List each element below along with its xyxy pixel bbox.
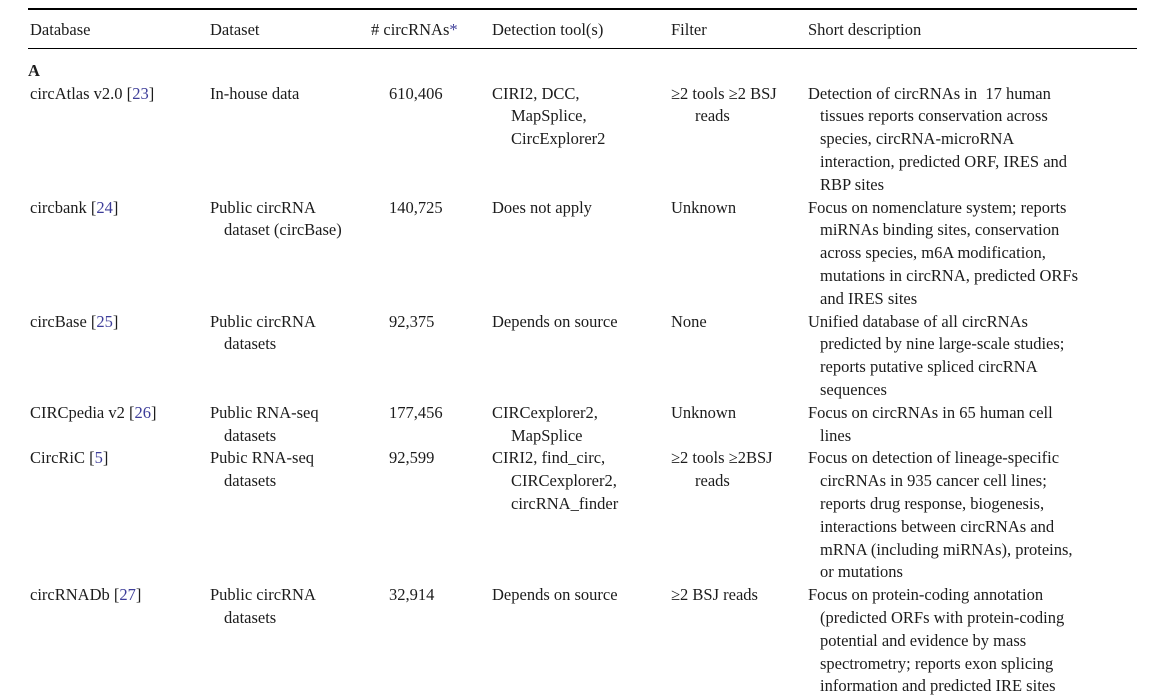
cell-detection-tools xyxy=(492,311,671,402)
cell-line: Depends on source xyxy=(492,585,618,605)
cell-line: circRNA_finder xyxy=(511,493,619,513)
cell-line: RBP sites xyxy=(820,174,885,194)
circrna-count-value: 32,914 xyxy=(389,585,435,605)
cell-dataset xyxy=(210,447,371,584)
cell-dataset xyxy=(210,83,371,197)
citation-link[interactable]: 5 xyxy=(94,448,103,468)
cell-line: mutations in circRNA, predicted ORFs xyxy=(820,265,1079,285)
cell-line: Public circRNA xyxy=(210,197,316,217)
cell-filter xyxy=(671,311,808,402)
circrna-count-value: 177,456 xyxy=(389,402,443,422)
cell-line: Pubic RNA-seq xyxy=(210,448,315,468)
cell-filter xyxy=(671,584,808,697)
cell-detection-tools xyxy=(492,197,671,311)
section-header-a: A xyxy=(28,60,40,80)
citation-bracket: ] xyxy=(151,402,157,422)
cell-circrna-count xyxy=(371,402,492,448)
cell-short-description xyxy=(808,584,1135,697)
cell-filter xyxy=(671,83,808,197)
cell-line: (predicted ORFs with protein-coding xyxy=(820,607,1065,627)
column-header-dataset xyxy=(210,19,371,42)
cell-line: ≥2 tools ≥2BSJ xyxy=(671,448,773,468)
cell-line: Public circRNA xyxy=(210,585,316,605)
cell-line: datasets xyxy=(224,425,277,445)
column-header-circrna-count xyxy=(371,19,492,42)
database-name-text: CIRCpedia v2 [ xyxy=(30,402,135,422)
column-header-label: Dataset xyxy=(210,20,260,39)
cell-line: predicted by nine large-scale studies; xyxy=(820,334,1065,354)
cell-line: Unified database of all circRNAs xyxy=(808,311,1028,331)
cell-dataset xyxy=(210,584,371,697)
cell-line: dataset (circBase) xyxy=(224,220,342,240)
cell-line: In-house data xyxy=(210,83,300,103)
cell-line: datasets xyxy=(224,471,277,491)
cell-circrna-count xyxy=(371,197,492,311)
cell-dataset xyxy=(210,311,371,402)
cell-line: datasets xyxy=(224,334,277,354)
column-header-detection-tools xyxy=(492,19,671,42)
circrna-count-value: 92,375 xyxy=(389,311,435,331)
cell-short-description xyxy=(808,83,1135,197)
cell-filter xyxy=(671,447,808,584)
cell-line: across species, m6A modification, xyxy=(820,243,1046,263)
database-name-text: CircRiC [ xyxy=(30,448,95,468)
table-row xyxy=(28,311,1137,402)
cell-line: ≥2 tools ≥2 BSJ xyxy=(671,83,777,103)
cell-line: lines xyxy=(820,425,852,445)
cell-circrna-count xyxy=(371,83,492,197)
cell-detection-tools xyxy=(492,402,671,448)
cell-circrna-count xyxy=(371,447,492,584)
citation-link[interactable]: 27 xyxy=(119,585,136,605)
database-name-text: circAtlas v2.0 [ xyxy=(30,83,133,103)
cell-line: Focus on circRNAs in 65 human cell xyxy=(808,402,1053,422)
cell-line: CIRI2, DCC, xyxy=(492,83,580,103)
cell-detection-tools xyxy=(492,584,671,697)
cell-line: circRNAs in 935 cancer cell lines; xyxy=(820,471,1047,491)
database-name xyxy=(30,311,210,334)
circrna-count-value: 140,725 xyxy=(389,197,443,217)
column-header-label: Database xyxy=(30,20,91,39)
cell-database xyxy=(28,83,210,197)
citation-bracket: ] xyxy=(112,311,119,331)
cell-line: and IRES sites xyxy=(820,288,918,308)
circrna-count-value: 610,406 xyxy=(389,83,443,103)
citation-link[interactable]: 24 xyxy=(96,197,113,217)
cell-line: Depends on source xyxy=(492,311,618,331)
database-name xyxy=(30,402,210,425)
database-name-text: circRNADb [ xyxy=(30,585,120,605)
cell-detection-tools xyxy=(492,447,671,584)
table-row xyxy=(28,584,1137,697)
cell-line: datasets xyxy=(224,607,277,627)
cell-line: interaction, predicted ORF, IRES and xyxy=(820,151,1068,171)
cell-circrna-count xyxy=(371,584,492,697)
citation-bracket: ] xyxy=(148,83,155,103)
cell-line: CIRCexplorer2, xyxy=(511,471,617,491)
database-name xyxy=(30,447,210,470)
citation-link[interactable]: 25 xyxy=(96,311,113,331)
cell-short-description xyxy=(808,402,1135,448)
citation-bracket: ] xyxy=(135,585,142,605)
cell-dataset xyxy=(210,402,371,448)
circrna-count-value: 92,599 xyxy=(389,448,435,468)
cell-line: Public circRNA xyxy=(210,311,316,331)
table-header-row xyxy=(28,10,1137,49)
database-name xyxy=(30,197,210,220)
cell-short-description xyxy=(808,311,1135,402)
cell-database xyxy=(28,584,210,697)
cell-database xyxy=(28,197,210,311)
cell-line: MapSplice, xyxy=(511,106,587,126)
cell-line: CIRI2, find_circ, xyxy=(492,448,606,468)
column-header-label: Filter xyxy=(671,20,707,39)
column-header-short-description xyxy=(808,19,1135,42)
citation-link[interactable]: 23 xyxy=(132,83,149,103)
cell-line: reports drug response, biogenesis, xyxy=(820,493,1045,513)
table-row xyxy=(28,447,1137,584)
citation-bracket: ] xyxy=(112,197,119,217)
cell-line: Unknown xyxy=(671,402,737,422)
cell-database xyxy=(28,311,210,402)
cell-line: Focus on nomenclature system; reports xyxy=(808,197,1067,217)
cell-line: Focus on protein-coding annotation xyxy=(808,585,1044,605)
circrna-databases-table xyxy=(28,8,1137,697)
cell-line: MapSplice xyxy=(511,425,583,445)
cell-database xyxy=(28,402,210,448)
database-name-text: circBase [ xyxy=(30,311,97,331)
cell-short-description xyxy=(808,197,1135,311)
cell-line: Does not apply xyxy=(492,197,592,217)
cell-line: interactions between circRNAs and xyxy=(820,516,1055,536)
column-header-label: Detection tool(s) xyxy=(492,20,604,39)
cell-circrna-count xyxy=(371,311,492,402)
cell-line: None xyxy=(671,311,707,331)
table-body xyxy=(28,49,1137,697)
cell-line: CircExplorer2 xyxy=(511,129,606,149)
citation-bracket: ] xyxy=(102,448,109,468)
cell-dataset xyxy=(210,197,371,311)
cell-line: species, circRNA-microRNA xyxy=(820,129,1015,149)
cell-line: tissues reports conservation across xyxy=(820,106,1048,126)
cell-line: information and predicted IRE sites xyxy=(820,676,1056,696)
column-header-database xyxy=(28,19,210,42)
cell-short-description xyxy=(808,447,1135,584)
cell-line: Detection of circRNAs in 17 human xyxy=(808,83,1051,103)
column-header-label: Short description xyxy=(808,20,922,39)
cell-line: miRNAs binding sites, conservation xyxy=(820,220,1060,240)
cell-line: reads xyxy=(695,471,730,491)
cell-line: Public RNA-seq xyxy=(210,402,319,422)
table-row xyxy=(28,197,1137,311)
cell-filter xyxy=(671,197,808,311)
table-row xyxy=(28,402,1137,448)
cell-line: or mutations xyxy=(820,562,903,582)
citation-link[interactable]: 26 xyxy=(134,402,151,422)
cell-line: reports putative spliced circRNA xyxy=(820,357,1038,377)
cell-filter xyxy=(671,402,808,448)
cell-line: potential and evidence by mass xyxy=(820,630,1027,650)
cell-line: mRNA (including miRNAs), proteins, xyxy=(820,539,1073,559)
cell-database xyxy=(28,447,210,584)
cell-line: CIRCexplorer2, xyxy=(492,402,598,422)
cell-line: ≥2 BSJ reads xyxy=(671,585,758,605)
database-name xyxy=(30,83,210,106)
cell-line: Focus on detection of lineage-specific xyxy=(808,448,1060,468)
cell-line: reads xyxy=(695,106,730,126)
cell-detection-tools xyxy=(492,83,671,197)
footnote-asterisk-link[interactable]: * xyxy=(449,20,458,39)
column-header-label: # circRNAs xyxy=(371,20,450,39)
table-row xyxy=(28,83,1137,197)
cell-line: Unknown xyxy=(671,197,737,217)
database-name xyxy=(30,584,210,607)
cell-line: spectrometry; reports exon splicing xyxy=(820,653,1054,673)
cell-line: sequences xyxy=(820,379,887,399)
column-header-filter xyxy=(671,19,808,42)
database-name-text: circbank [ xyxy=(30,197,97,217)
